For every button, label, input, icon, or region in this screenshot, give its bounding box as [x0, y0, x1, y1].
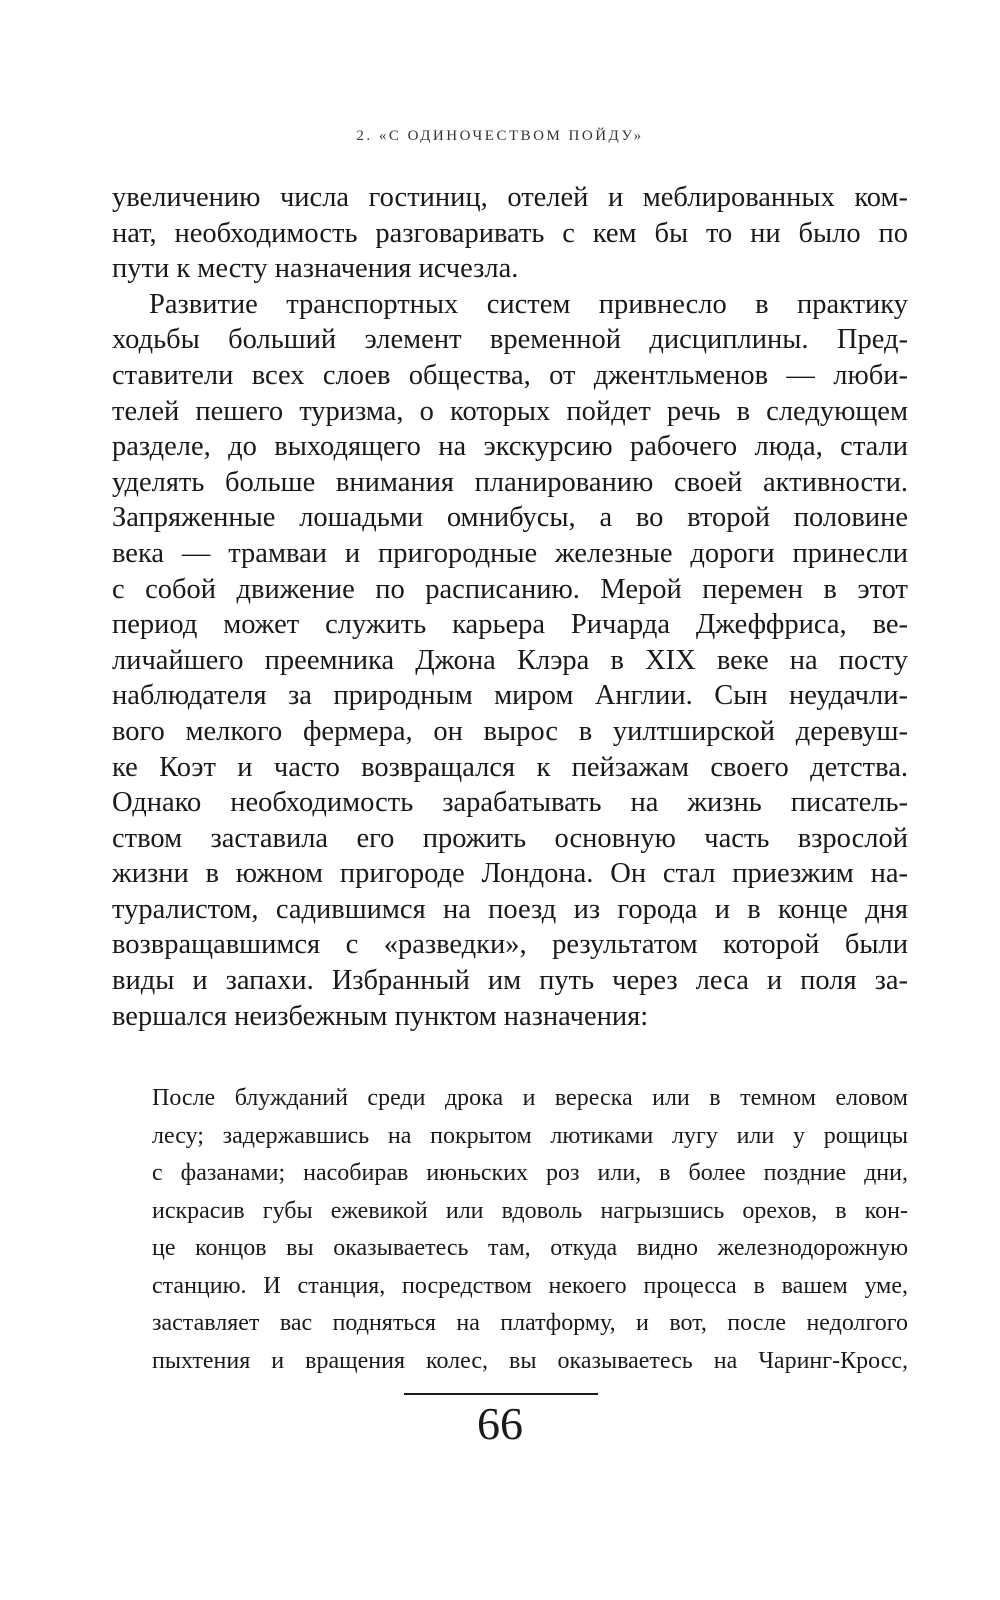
body-line: Запряженные лошадьми омнибусы, а во второй половине: [112, 502, 908, 534]
body-line: с собой движение по расписанию. Мерой перемен в этот: [112, 573, 908, 605]
body-line: ходьбы больший элемент временной дисциплины. Пред-: [112, 324, 908, 356]
body-line: Развитие транспортных систем привнесло в практику: [149, 288, 908, 320]
body-line: вершался неизбежным пунктом назначения:: [112, 1000, 649, 1032]
quote-line: це концов вы оказываетесь там, откуда видно железнодорожную: [152, 1235, 908, 1261]
body-line: нат, необходимость разговаривать с кем бы то ни было по: [112, 217, 908, 249]
body-line: наблюдателя за природным миром Англии. Сын неудачли-: [112, 680, 908, 712]
quote-line: лесу; задержавшись на покрытом лютиками лугу или у рощицы: [152, 1122, 908, 1149]
quote-line: искрасив губы ежевикой или вдоволь нагрызшись орехов, в кон-: [152, 1197, 908, 1224]
body-line: пути к месту назначения исчезла.: [112, 253, 519, 285]
body-line: возвращавшимся с «разведки», результатом которой были: [112, 929, 908, 961]
body-line: ке Коэт и часто возвращался к пейзажам своего детства.: [112, 751, 908, 783]
body-line: ством заставила его прожить основную часть взрослой: [112, 822, 908, 854]
body-line: телей пешего туризма, о которых пойдет речь в следующем: [112, 395, 908, 427]
block-quote: [152, 1080, 908, 1380]
quote-line: После блужданий среди дрока и вереска или в темном еловом: [152, 1085, 908, 1111]
body-line: разделе, до выходящего на экскурсию рабочего люда, стали: [112, 431, 908, 463]
body-line: туралистом, садившимся на поезд из города и в конце дня: [112, 893, 908, 925]
body-line: личайшего преемника Джона Клэра в XIX веке на посту: [112, 644, 908, 676]
body-line: века — трамваи и пригородные железные дороги принесли: [112, 537, 908, 569]
quote-line: заставляет вас подняться на платформу, и вот, после недолгого: [152, 1310, 908, 1336]
body-line: период может служить карьера Ричарда Джеффриса, ве-: [112, 609, 908, 641]
page-number-rule: [404, 1393, 598, 1395]
quote-line: пыхтения и вращения колес, вы оказываетесь на Чаринг-Кросс,: [152, 1347, 908, 1374]
body-line: ставители всех слоев общества, от джентльменов — люби-: [112, 359, 908, 391]
quote-line: с фазанами; насобирав июньских роз или, в более поздние дни,: [152, 1160, 908, 1186]
body-line: жизни в южном пригороде Лондона. Он стал приезжим на-: [112, 858, 908, 890]
body-line: уделять больше внимания планированию своей активности.: [112, 466, 908, 498]
body-text: [112, 180, 908, 1034]
body-line: виды и запахи. Избранный им путь через леса и поля за-: [112, 965, 908, 997]
page-number: 66: [477, 1398, 523, 1449]
body-line: Однако необходимость зарабатывать на жизнь писатель-: [112, 787, 908, 819]
quote-line: станцию. И станция, посредством некоего процесса в вашем уме,: [152, 1272, 908, 1299]
running-head: 2. «С ОДИНОЧЕСТВОМ ПОЙДУ»: [356, 128, 644, 144]
body-line: увеличению числа гостиниц, отелей и меблированных ком-: [112, 182, 908, 213]
body-line: вого мелкого фермера, он вырос в уилтширской деревуш-: [112, 715, 908, 747]
